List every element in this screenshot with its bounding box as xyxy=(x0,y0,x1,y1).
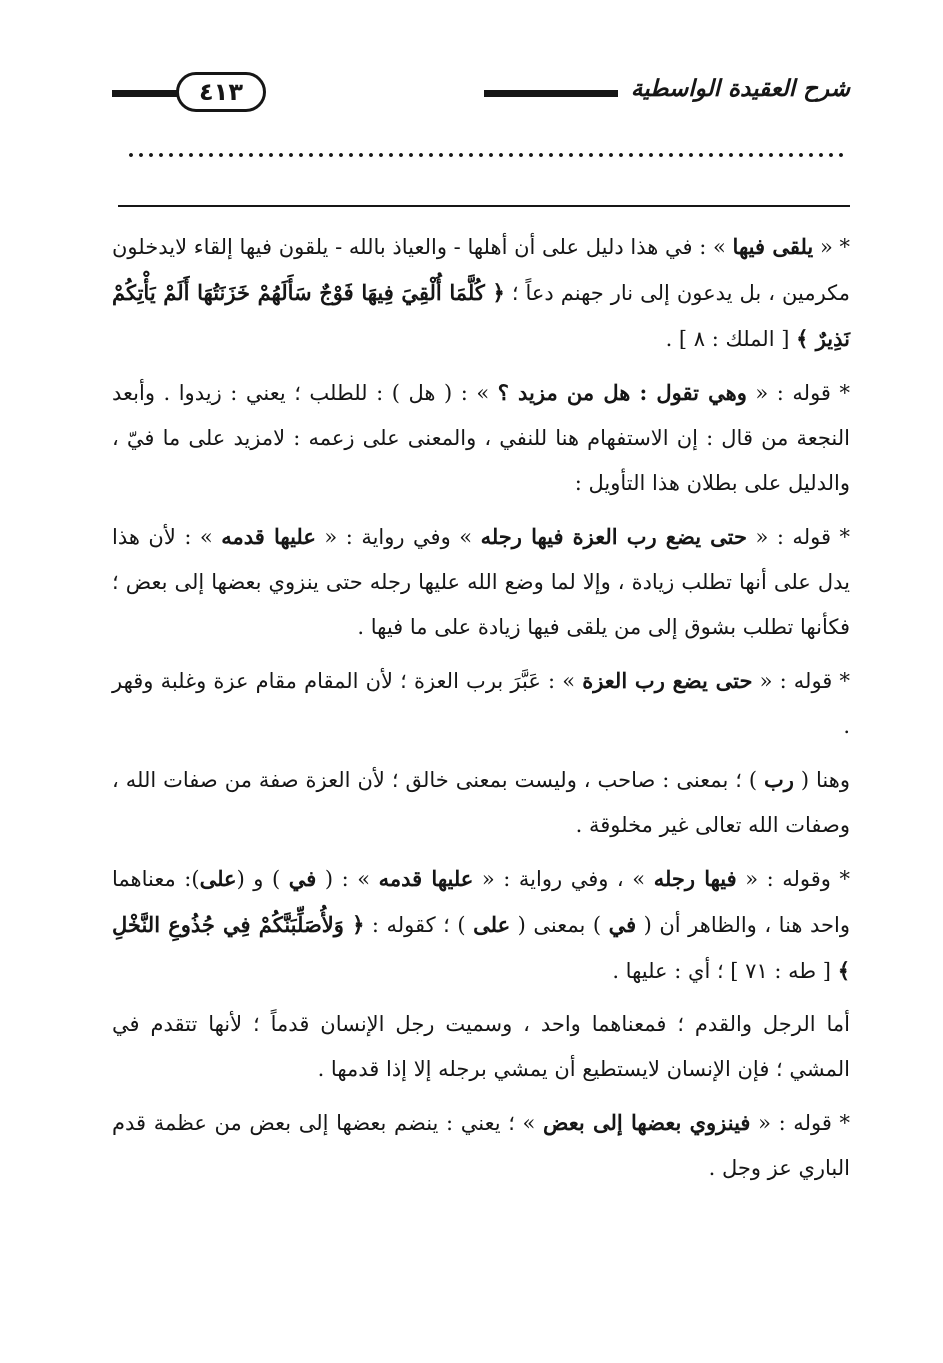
paragraph-5 xyxy=(112,757,850,848)
text-run: ) و ( xyxy=(236,867,289,891)
page-number: ٤١٣ xyxy=(176,72,266,112)
text-run: » وفي رواية : « xyxy=(315,525,481,549)
text-run: * « xyxy=(813,235,850,259)
quoted-hadith-phrase: وهي تقول : هل من مزيد ؟ xyxy=(497,380,747,405)
quoted-hadith-phrase: فينزوي بعضها إلى بعض xyxy=(543,1110,751,1135)
text-run: » : ( هل ) : للطلب ؛ يعني : زيدوا . وأبعد النجعة من قال : إن الاستفهام هنا للنفي ، والمعنى على زعمه : لامزيد على ما فيّ ، والدليل على بطلان هذا التأويل : xyxy=(112,381,850,495)
header-rule-left xyxy=(112,90,178,97)
text-run: وهنا ( xyxy=(793,768,850,792)
header-rule-right xyxy=(484,90,618,97)
book-title: شرح العقيدة الواسطية xyxy=(630,76,850,102)
text-run: أما الرجل والقدم ؛ فمعناهما واحد ، وسميت رجل الإنسان قدماً ؛ لأنها تتقدم في المشي ؛ فإن الإنسان لايستطيع أن يمشي برجله إلا إذا قدمها . xyxy=(112,1012,850,1081)
text-run: * وقوله : « xyxy=(736,867,851,891)
quran-verse: ﴿ وَلأُصَلِّبَنَّكُمْ فِي جُذُوعِ النَّخْلِ ﴾ xyxy=(112,912,850,983)
separator-rule xyxy=(118,205,850,207)
text-run: ) ؛ بمعنى : صاحب ، وليست بمعنى خالق ؛ لأن العزة صفة من صفات الله ، وصفات الله تعالى غير مخلوقة . xyxy=(112,768,850,837)
paragraph-3 xyxy=(112,514,850,650)
bold-term: رب xyxy=(764,767,794,792)
paragraph-6 xyxy=(112,856,850,994)
text-run: » : في هذا دليل على أن أهلها - والعياذ بالله - يلقون فيها إلقاء لايدخلون مكرمين ، بل يدعون إلى نار جهنم دعاً ؛ xyxy=(112,235,851,305)
bold-term: على xyxy=(473,912,511,937)
bold-term: في xyxy=(288,866,317,891)
text-run: » : ( xyxy=(316,867,379,891)
quoted-hadith-phrase: حتى يضع رب العزة xyxy=(582,668,753,693)
verse-reference: [ طه : ٧١ ] ؛ أي : عليها . xyxy=(612,959,838,983)
text-run: » ، وفي رواية : « xyxy=(473,867,654,891)
page-header xyxy=(112,66,850,122)
text-run: » : عَبَّرَ برب العزة ؛ لأن المقام مقام عزة وغلبة وقهر . xyxy=(112,669,850,738)
verse-reference: [ الملك : ٨ ] . xyxy=(665,327,797,351)
bold-term: على xyxy=(199,866,237,891)
quran-verse: ﴿ كُلَّمَا أُلْقِيَ فِيهَا فَوْجٌ سَأَلَهُمْ خَزَنَتُهَا أَلَمْ يَأْتِكُمْ نَذِيرٌ ﴾ xyxy=(112,280,850,351)
paragraph-7 xyxy=(112,1002,850,1092)
dotted-separator xyxy=(126,148,846,162)
text-run: » : لأن هذا يدل على أنها تطلب زيادة ، وإلا لما وضع الله عليها رجله حتى ينزوي بعضها إلى بعض ؛ فكأنها تطلب بشوق إلى من يلقى فيها زيادة على ما فيها . xyxy=(112,525,850,639)
text-run: ) ؛ كقوله : xyxy=(364,913,474,937)
text-run: » ؛ يعني : ينضم بعضها إلى بعض من عظمة قدم الباري عز وجل . xyxy=(112,1111,850,1180)
quoted-hadith-phrase: يلقى فيها xyxy=(732,234,814,259)
paragraph-8 xyxy=(112,1100,850,1191)
text-run: ): معناهما واحد هنا ، والظاهر أن ( xyxy=(112,867,850,937)
paragraph-1 xyxy=(112,224,850,362)
quoted-hadith-phrase: عليها قدمه xyxy=(378,866,474,891)
quoted-hadith-phrase: عليها قدمه xyxy=(221,524,316,549)
text-run: * قوله : « xyxy=(746,381,850,405)
quoted-hadith-phrase: حتى يضع رب العزة فيها رجله xyxy=(480,524,747,549)
text-run: * قوله : « xyxy=(752,669,850,693)
page-body xyxy=(112,224,850,1199)
text-run: ) بمعنى ( xyxy=(510,913,609,937)
quoted-hadith-phrase: فيها رجله xyxy=(653,866,737,891)
bold-term: في xyxy=(608,912,637,937)
paragraph-4 xyxy=(112,658,850,749)
text-run: * قوله : « xyxy=(747,525,850,549)
text-run: * قوله : « xyxy=(750,1111,850,1135)
paragraph-2 xyxy=(112,370,850,506)
